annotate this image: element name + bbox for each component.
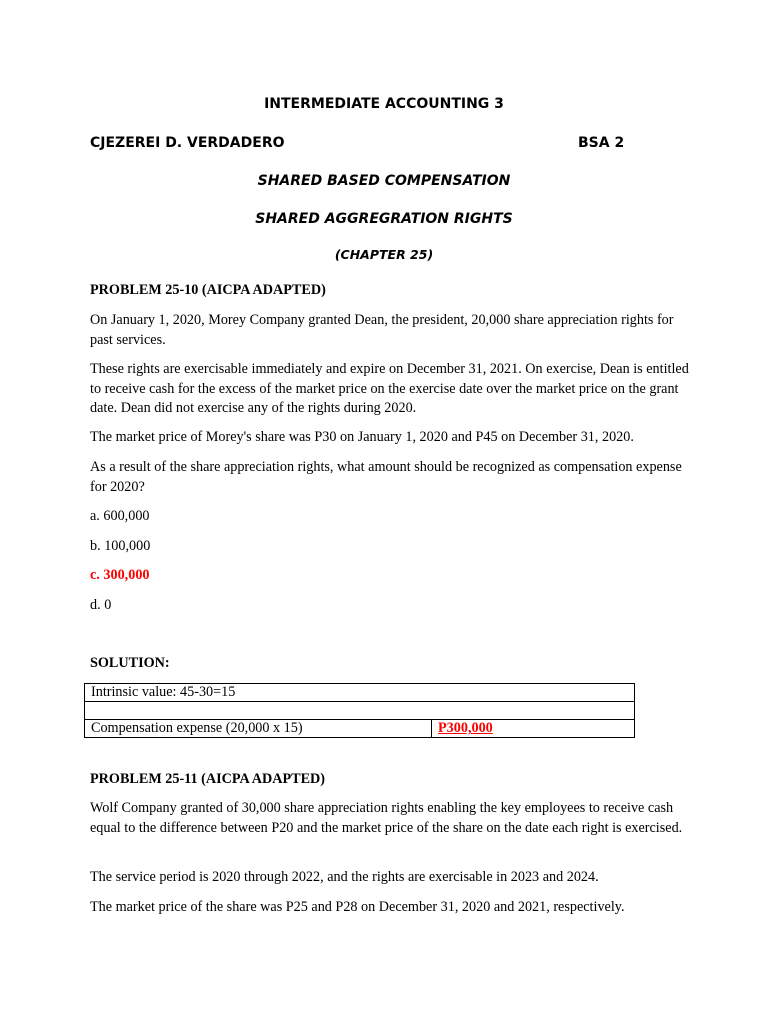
problem-1-title: PROBLEM 25-10 (AICPA ADAPTED) [90,282,326,298]
problem-2-paragraph: The service period is 2020 through 2022, and the rights are exercisable in 2023 and 2024. [90,869,599,885]
solution-cell-value [432,720,635,738]
subtopic-title: SHARED AGGREGRATION RIGHTS [255,211,513,227]
solution-title: SOLUTION: [90,655,170,671]
solution-table [84,683,635,738]
table-row [85,684,635,702]
choice-c-correct: c. 300,000 [90,567,150,583]
solution-cell-label: Intrinsic value: 45-30=15 [85,684,635,702]
table-row [85,702,635,720]
student-name: CJEZEREI D. VERDADERO [90,135,285,151]
choice-d: d. 0 [90,597,112,613]
problem-1-paragraph: The market price of Morey's share was P30 on January 1, 2020 and P45 on December 31, 2020. [90,429,634,445]
problem-2-title: PROBLEM 25-11 (AICPA ADAPTED) [90,771,326,787]
solution-answer-value: P300,000 [438,720,493,736]
chapter-label: (CHAPTER 25) [334,247,434,262]
problem-1-paragraph: These rights are exercisable immediately and expire on December 31, 2021. On exercise, Dean is entitled to receive cash for the excess of the market price on the exercise date over the market price on the grant date. Dean did not exercise any of the rights during 2020. [90,361,689,416]
problem-2-paragraph: Wolf Company granted of 30,000 share appreciation rights enabling the key employees to receive cash equal to the difference between P20 and the market price of the share on the date each right is exercised. [90,800,683,836]
course-title: INTERMEDIATE ACCOUNTING 3 [264,96,504,112]
problem-1-paragraph: On January 1, 2020, Morey Company granted Dean, the president, 20,000 share appreciation rights for past services. [90,312,674,348]
solution-cell-label: Compensation expense (20,000 x 15) [85,720,432,738]
solution-cell-empty [85,702,635,720]
student-section: BSA 2 [578,135,625,151]
problem-2-paragraph: The market price of the share was P25 and P28 on December 31, 2020 and 2021, respectively. [90,899,625,915]
choice-b: b. 100,000 [90,538,151,554]
problem-1-question: As a result of the share appreciation rights, what amount should be recognized as compensation expense for 2020? [90,459,682,495]
topic-title: SHARED BASED COMPENSATION [257,173,511,189]
choice-a: a. 600,000 [90,508,150,524]
table-row [85,720,635,738]
